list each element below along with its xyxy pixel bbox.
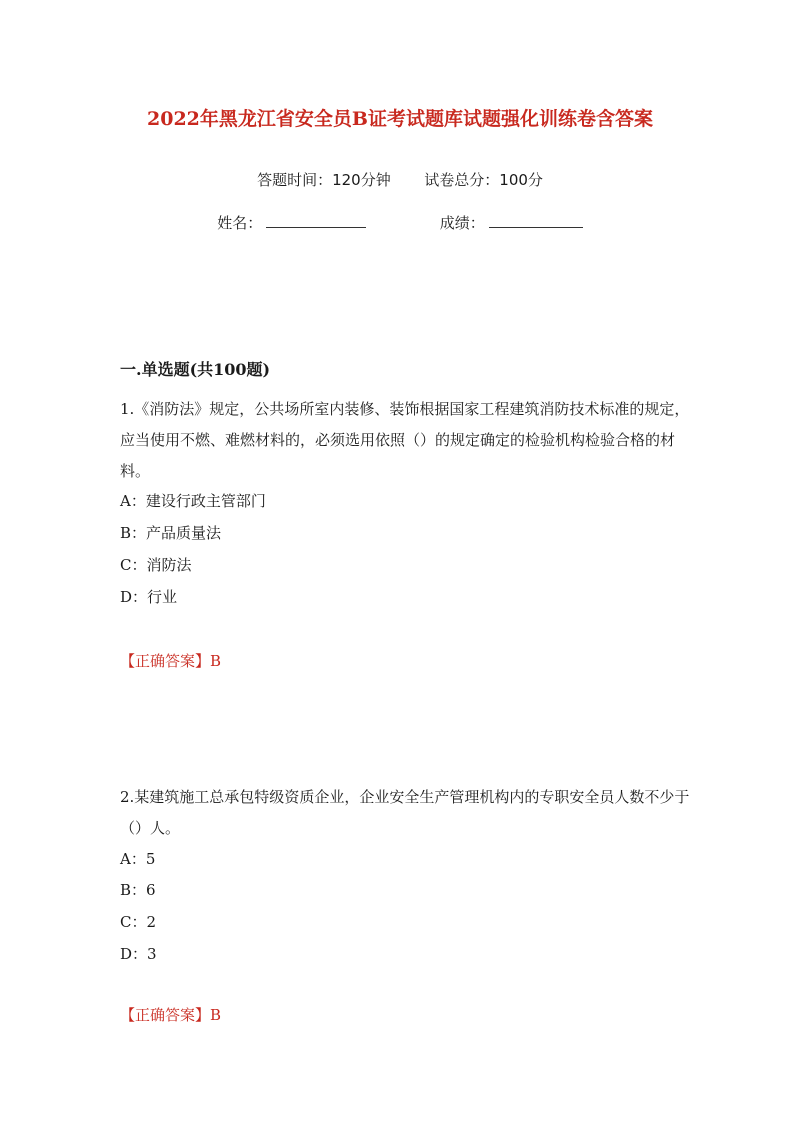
section-title: 一.单选题(共100题): [120, 360, 271, 379]
question-1-option-b: B：产品质量法: [120, 524, 222, 542]
exam-total-score: 试卷总分：100分: [424, 171, 543, 189]
name-label: 姓名：: [217, 214, 263, 232]
question-1-answer: 【正确答案】B: [120, 652, 222, 670]
document-title: 2022年黑龙江省安全员B证考试题库试题强化训练卷含答案: [147, 108, 653, 130]
question-2-option-a: A：5: [120, 850, 156, 868]
question-1-option-d: D：行业: [120, 588, 178, 606]
candidate-info-row: [0, 212, 800, 233]
exam-meta-row: [0, 169, 800, 190]
question-2-option-c: C：2: [120, 913, 157, 931]
question-1-option-a: A：建设行政主管部门: [120, 492, 266, 510]
question-1-option-c: C：消防法: [120, 556, 192, 574]
exam-duration: 答题时间：120分钟: [257, 171, 391, 189]
question-2-text: 2.某建筑施工总承包特级资质企业，企业安全生产管理机构内的专职安全员人数不少于（）人。: [120, 788, 690, 837]
question-2-option-b: B：6: [120, 881, 156, 899]
question-1-text: 1.《消防法》规定，公共场所室内装修、装饰根据国家工程建筑消防技术标准的规定，应当使用不燃、难燃材料的，必须选用依照（）的规定确定的检验机构检验合格的材料。: [120, 400, 690, 480]
question-2-option-d: D：3: [120, 945, 157, 963]
name-blank: [266, 215, 366, 228]
question-2-answer: 【正确答案】B: [120, 1006, 222, 1024]
score-label: 成绩：: [439, 214, 485, 232]
score-blank: [489, 215, 583, 228]
